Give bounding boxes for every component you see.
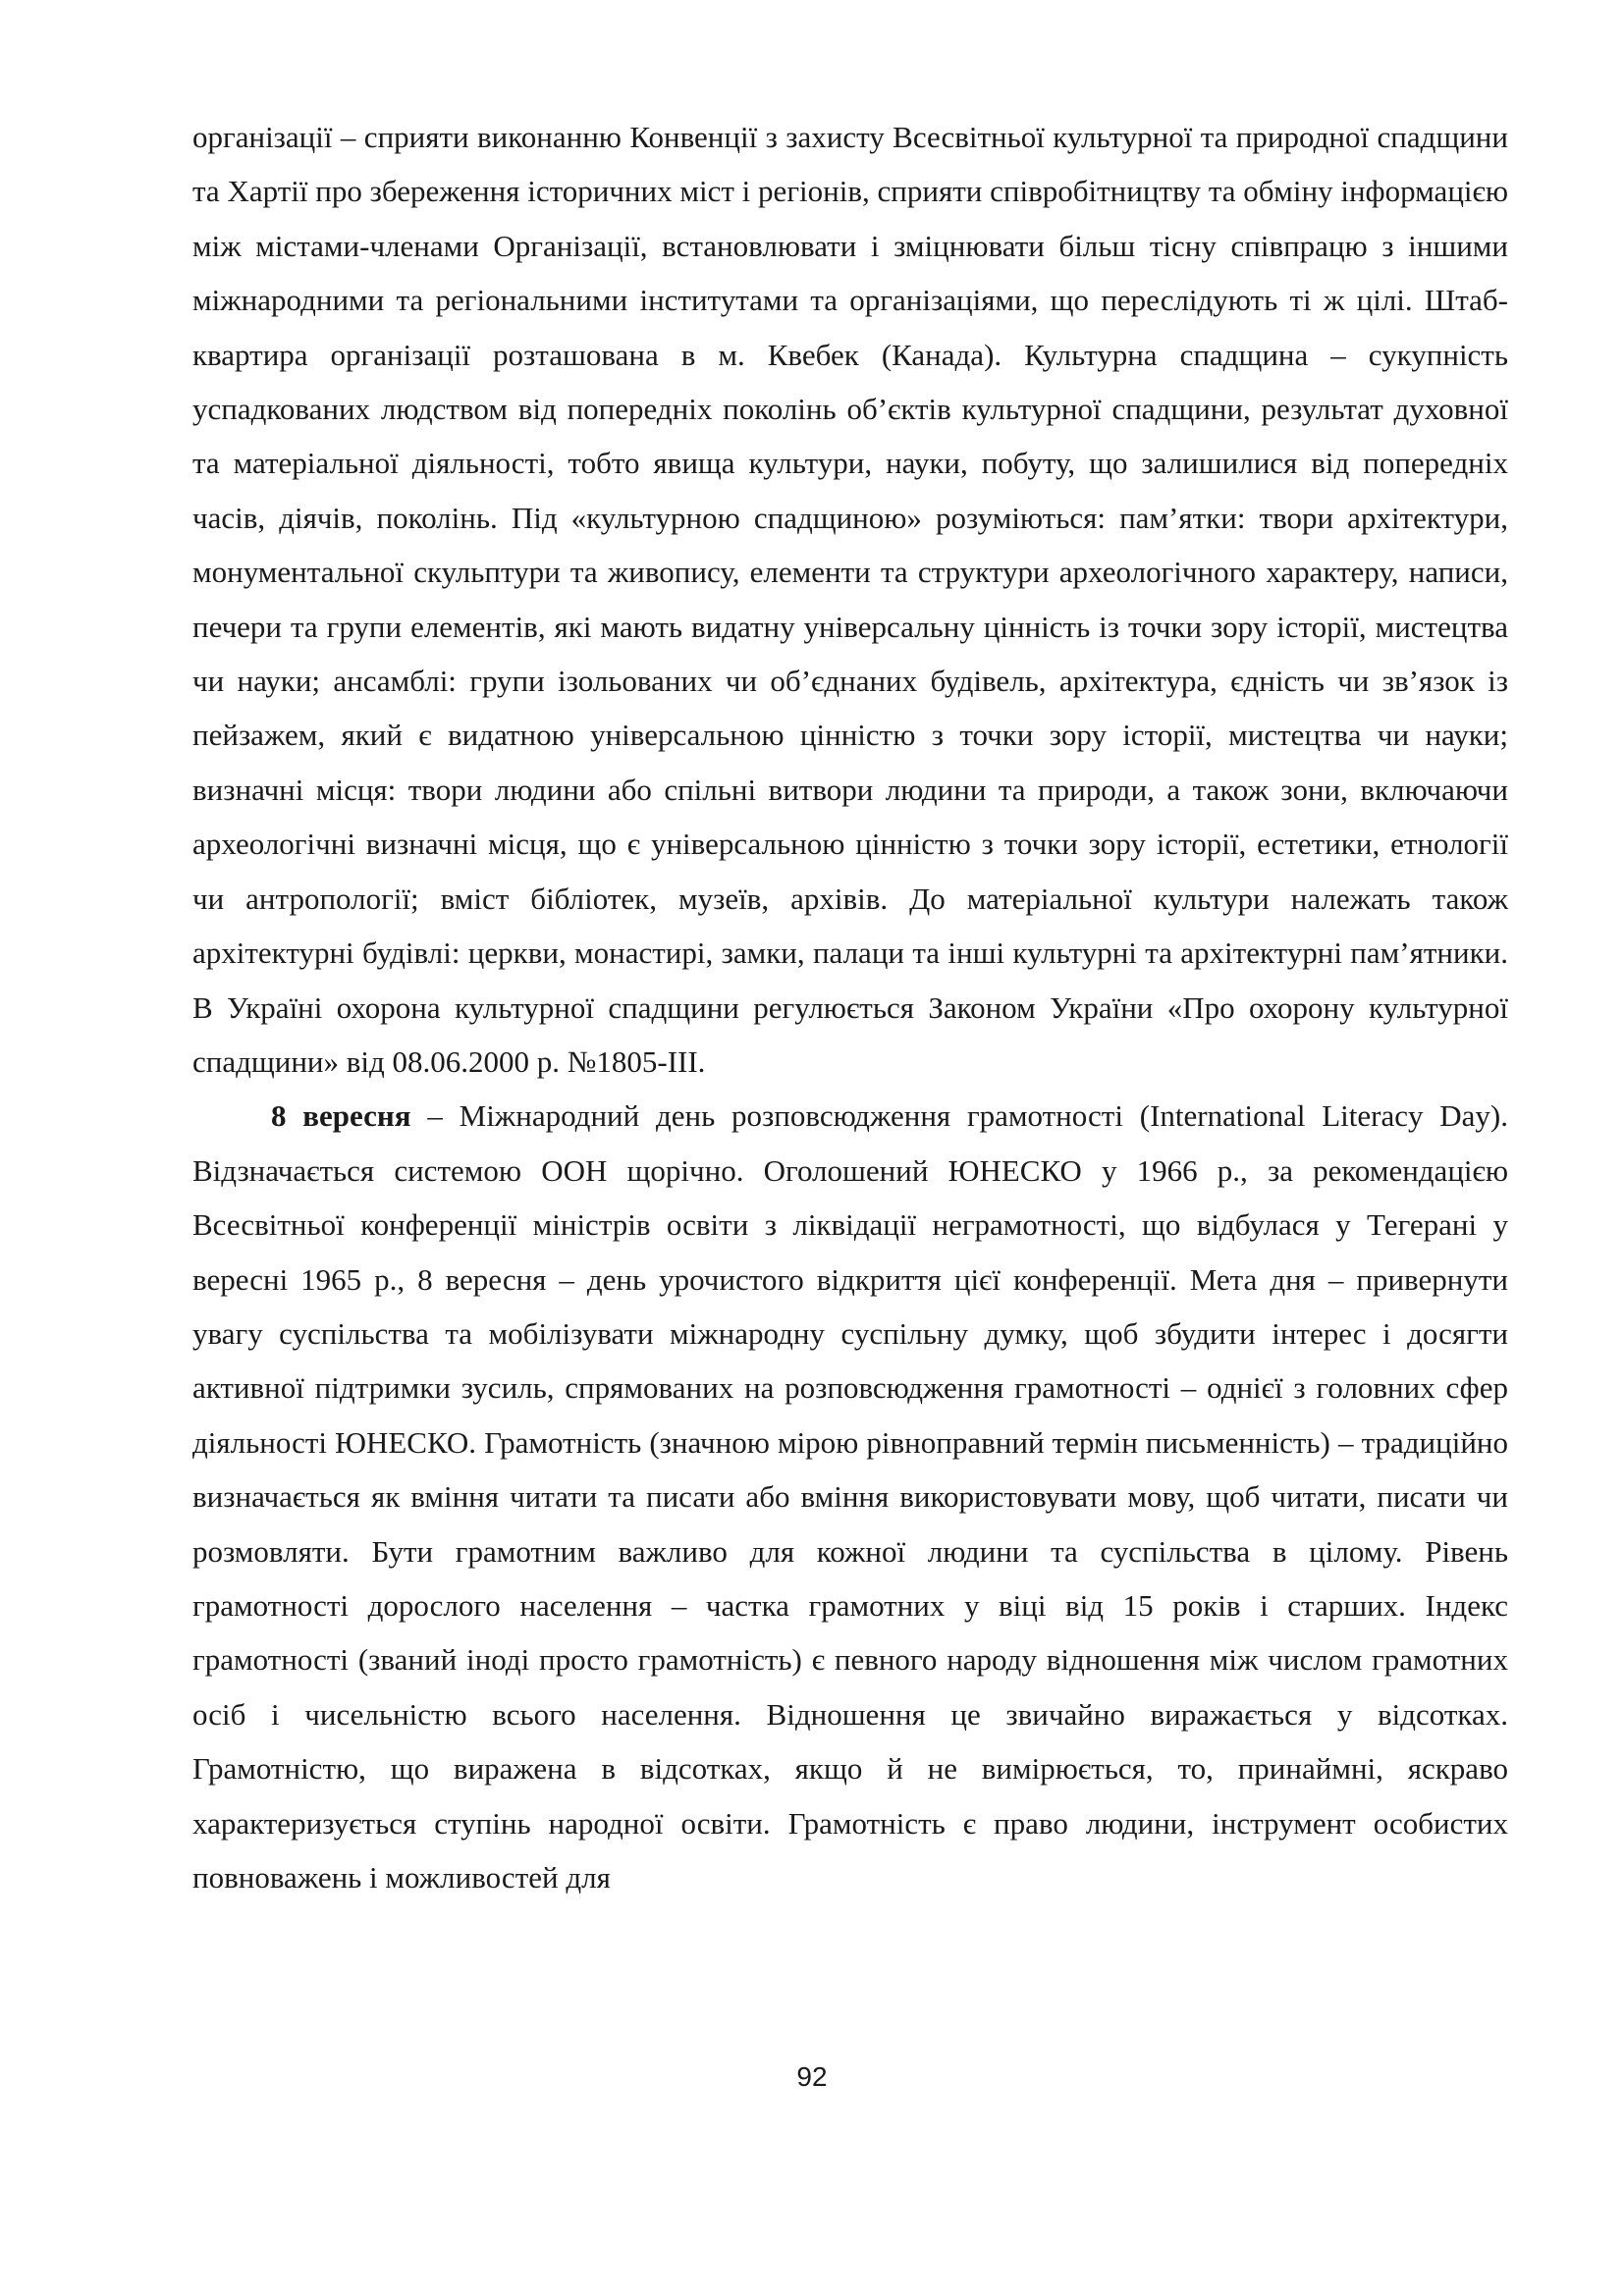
paragraph-2 [192,1089,1508,1904]
paragraph-1 [192,110,1508,1089]
body-text [192,110,1508,1904]
paragraph-2-lead: 8 вересня [271,1098,411,1134]
paragraph-2-text: – Міжнародний день розповсюдження грамотності (International Literacy Day). Відзначається системою ООН щорічно. Оголошений ЮНЕСКО у 1966 р., за рекомендацією Всесвітньої конференції міністрів освіти з ліквідації неграмотності, що відбулася у Тегерані у вересні 1965 р., 8 вересня – день урочистого відкриття цієї конференції. Мета дня – привернути увагу суспільства та мобілізувати міжнародну суспільну думку, щоб збудити інтерес і досягти активної підтримки зусиль, спрямованих на розповсюдження грамотності – однієї з головних сфер діяльності ЮНЕСКО. Грамотність (значною мірою рівноправний термін письменність) – традиційно визначається як вміння читати та писати або вміння використовувати мову, щоб читати, писати чи розмовляти. Бути грамотним важливо для кожної людини та суспільства в цілому. Рівень грамотності дорослого населення – частка грамотних у віці від 15 років і старших. Індекс грамотності (званий іноді просто грамотність) є певного народу відношення між числом грамотних осіб і чисельністю всього населення. Відношення це звичайно виражається у відсотках. Грамотністю, що виражена в відсотках, якщо й не вимірюється, то, принаймні, яскраво характеризується ступінь народної освіти. Грамотність є право людини, інструмент особистих повноважень і можливостей для [192,1098,1508,1895]
paragraph-1-text: організації – сприяти виконанню Конвенції з захисту Всесвітньої культурної та природної спадщини та Хартії про збереження історичних міст і регіонів, сприяти співробітництву та обміну інформацією між містами-членами Організації, встановлювати і зміцнювати більш тісну співпрацю з іншими міжнародними та регіональними інститутами та організаціями, що переслідують ті ж цілі. Штаб-квартира організації розташована в м. Квебек (Канада). Культурна спадщина – сукупність успадкованих людством від попередніх поколінь об’єктів культурної спадщини, результат духовної та матеріальної діяльності, тобто явища культури, науки, побуту, що залишилися від попередніх часів, діячів, поколінь. Під «культурною спадщиною» розуміються: пам’ятки: твори архітектури, монументальної скульптури та живопису, елементи та структури археологічного характеру, написи, печери та групи елементів, які мають видатну універсальну цінність із точки зору історії, мистецтва чи науки; ансамблі: групи ізольованих чи об’єднаних будівель, архітектура, єдність чи зв’язок із пейзажем, який є видатною універсальною цінністю з точки зору історії, мистецтва чи науки; визначні місця: твори людини або спільні витвори людини та природи, а також зони, включаючи археологічні визначні місця, що є універсальною цінністю з точки зору історії, естетики, етнології чи антропології; вміст бібліотек, музеїв, архівів. До матеріальної культури належать також архітектурні будівлі: церкви, монастирі, замки, палаци та інші культурні та архітектурні пам’ятники. В Україні охорона культурної спадщини регулюється Законом України «Про охорону культурної спадщини» від 08.06.2000 р. №1805-ІІІ. [192,120,1508,1079]
page-number: 92 [796,2061,828,2092]
